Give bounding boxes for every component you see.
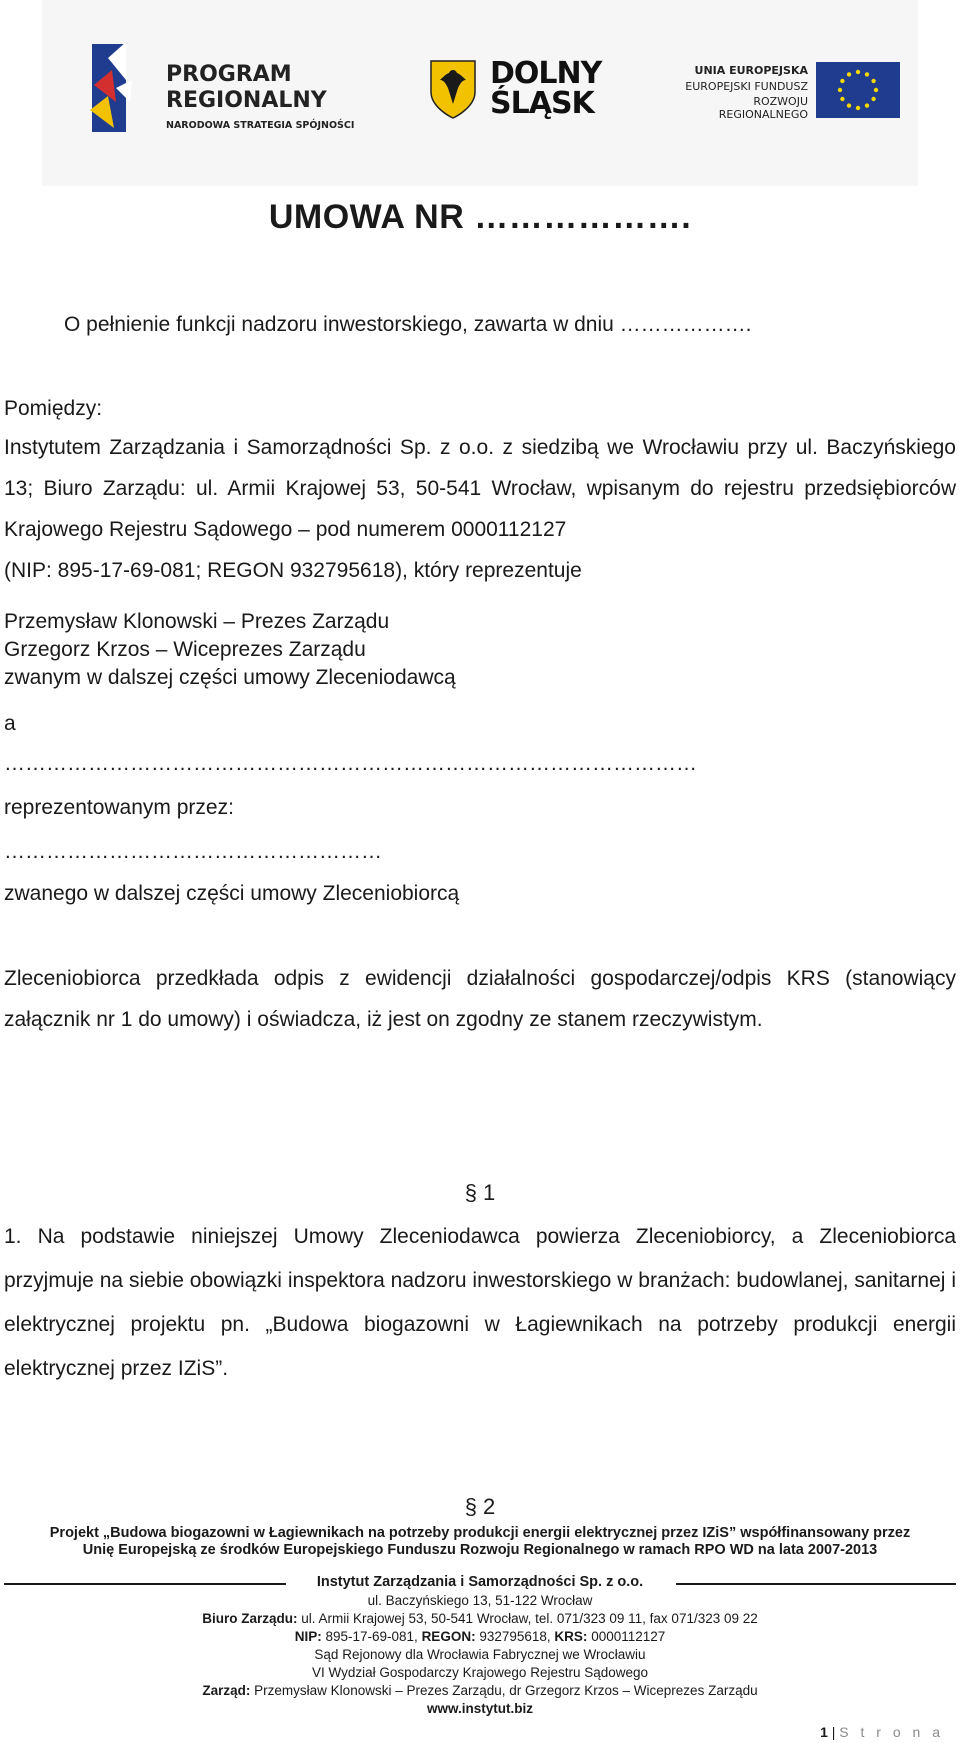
dolny-slask-line1: DOLNY: [490, 56, 602, 91]
footer-court-2: VI Wydział Gospodarczy Krajowego Rejestru Sądowego: [311, 1665, 649, 1680]
eu-logo-line2: EUROPEJSKI FUNDUSZ: [685, 80, 808, 93]
eu-logo: [664, 62, 904, 122]
eagle-crest-icon: [428, 58, 478, 120]
footer-project-line2: Unię Europejską ze środków Europejskiego Funduszu Rozwoju Regionalnego w ramach RPO WD na lata 2007-2013: [82, 1542, 878, 1558]
page-number: 1: [820, 1724, 828, 1740]
party1-paragraph: Instytutem Zarządzania i Samorządności Sp. z o.o. z siedzibą we Wrocławiu przy ul. Baczyńskiego 13; Biuro Zarządu: ul. Armii Krajowej 53, 50-541 Wrocław, wpisanym do rejestru przedsiębiorców Krajowego Rejestru Sądowego – pod numerem 0000112127: [4, 436, 956, 541]
program-logo-line1: PROGRAM: [166, 62, 292, 87]
contract-title: UMOWA NR ……………….: [268, 198, 692, 236]
footer-office-label: Biuro Zarządu:: [202, 1611, 298, 1626]
party2-placeholder: ………………………………………………………………………………………: [4, 752, 697, 775]
eu-logo-line3: ROZWOJU REGIONALNEGO: [718, 95, 808, 121]
representative-1: Przemysław Klonowski – Prezes Zarządu: [4, 610, 390, 633]
contractor-role: zwanego w dalszej części umowy Zleceniobiorcą: [4, 882, 460, 905]
footer-regon-value: 932795618,: [479, 1629, 551, 1644]
program-logo-line2: REGIONALNY: [166, 88, 327, 113]
section-1-text: 1. Na podstawie niniejszej Umowy Zleceniodawca powierza Zleceniobiorcy, a Zleceniobiorca przyjmuje na siebie obowiązki inspektora nadzoru inwestorskiego w branżach: budowlanej, sanitarnej i elektrycznej projektu pn. „Budowa biogazowni w Łagiewnikach na potrzeby produkcji energii elektrycznej przez IZiS”.: [4, 1225, 956, 1380]
program-regionalny-emblem-icon: [86, 40, 166, 140]
dolny-slask-line2: ŚLĄSK: [490, 86, 594, 121]
footer-nip-label: NIP:: [294, 1629, 322, 1644]
contractor-statement: Zleceniobiorca przedkłada odpis z ewidencji działalności gospodarczej/odpis KRS (stanowiący załącznik nr 1 do umowy) i oświadcza, iż jest on zgodny ze stanem rzeczywistym.: [4, 967, 956, 1031]
footer-board: [0, 1682, 960, 1701]
eu-flag-icon: [816, 62, 900, 118]
footer-regon-label: REGON:: [421, 1629, 476, 1644]
eu-logo-line1: UNIA EUROPEJSKA: [694, 64, 808, 77]
representative-placeholder: ………………………………………………: [4, 840, 382, 863]
footer-rule-right: [676, 1583, 956, 1585]
between-label: Pomiędzy:: [4, 397, 103, 420]
footer-court-1: Sąd Rejonowy dla Wrocławia Fabrycznej we Wrocławiu: [314, 1647, 646, 1662]
footer-board-value: Przemysław Klonowski – Prezes Zarządu, dr Grzegorz Krzos – Wiceprezes Zarządu: [254, 1683, 758, 1698]
section-1-heading: § 1: [464, 1180, 496, 1205]
footer-krs-value: 0000112127: [591, 1629, 666, 1644]
page-number-block: [820, 1724, 944, 1740]
dolny-slask-logo: [428, 56, 608, 126]
section-2-heading: § 2: [464, 1494, 496, 1519]
footer-project-line1: Projekt „Budowa biogazowni w Łagiewnikach na potrzeby produkcji energii elektrycznej przez IZiS” współfinansowany przez: [49, 1525, 911, 1541]
program-regionalny-logo: [86, 40, 376, 140]
footer-website[interactable]: www.instytut.biz: [427, 1701, 533, 1716]
program-logo-line3: NARODOWA STRATEGIA SPÓJNOŚCI: [166, 120, 355, 131]
page-word: S t r o n a: [839, 1724, 944, 1740]
footer-registry-ids: [0, 1628, 960, 1647]
footer-krs-label: KRS:: [554, 1629, 588, 1644]
party1-last-line: (NIP: 895-17-69-081; REGON 932795618), który reprezentuje: [4, 559, 582, 582]
footer-office: [0, 1610, 960, 1629]
page-separator: |: [831, 1724, 836, 1740]
footer-office-value: ul. Armii Krajowej 53, 50-541 Wrocław, tel. 071/323 09 11, fax 071/323 09 22: [301, 1611, 758, 1626]
footer-address: ul. Baczyńskiego 13, 51-122 Wrocław: [367, 1593, 593, 1608]
client-role: zwanym w dalszej części umowy Zleceniodawcą: [4, 666, 456, 689]
represented-by-label: reprezentowanym przez:: [4, 796, 234, 819]
footer-company-name: Instytut Zarządzania i Samorządności Sp. z o.o.: [316, 1574, 644, 1590]
representative-2: Grzegorz Krzos – Wiceprezes Zarządu: [4, 638, 366, 661]
contract-subtitle: O pełnienie funkcji nadzoru inwestorskiego, zawarta w dniu ……………….: [64, 313, 752, 336]
and-connector: a: [4, 712, 16, 735]
footer-board-label: Zarząd:: [202, 1683, 251, 1698]
footer-nip-value: 895-17-69-081,: [325, 1629, 418, 1644]
